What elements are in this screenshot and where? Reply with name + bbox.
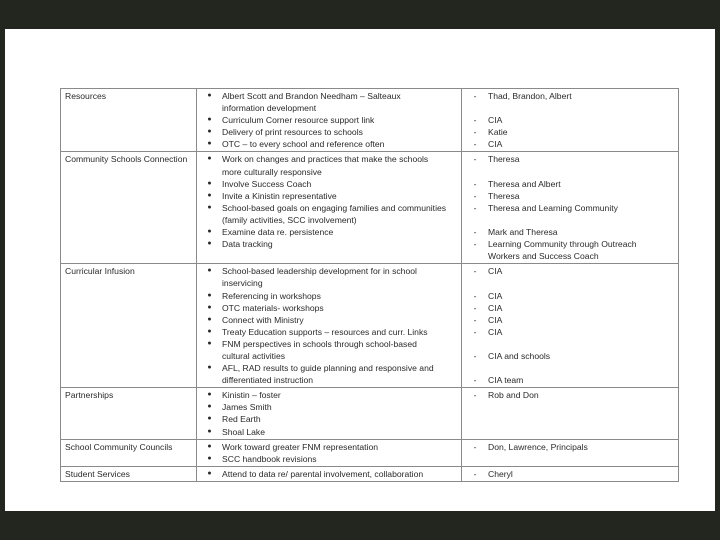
- action-item: [197, 338, 461, 350]
- table-row: [61, 264, 679, 388]
- focus-area-cell: [61, 439, 197, 466]
- actions-cell: [197, 466, 462, 481]
- bullet-icon: ●: [207, 364, 212, 372]
- lead-text: CIA: [488, 302, 503, 313]
- lead-text: Mark and Theresa: [488, 227, 558, 238]
- action-text: (family activities, SCC involvement): [222, 214, 357, 225]
- dash-icon: -: [473, 115, 477, 126]
- action-text: SCC handbook revisions: [222, 453, 317, 464]
- bullet-icon: ●: [207, 291, 212, 299]
- action-item: [197, 226, 461, 238]
- leads-cell: [462, 89, 679, 152]
- bullet-icon: ●: [207, 128, 212, 136]
- focus-area-label: Curricular Infusion: [65, 266, 135, 277]
- action-text: inservicing: [222, 278, 263, 289]
- bullet-icon: ●: [207, 155, 212, 163]
- leads-cell: [462, 264, 679, 388]
- action-text: differentiated instruction: [222, 375, 314, 386]
- focus-area-label: Resources: [65, 91, 107, 101]
- focus-area-cell: [61, 466, 197, 481]
- dash-icon: -: [473, 326, 477, 337]
- leads-cell: [462, 152, 679, 264]
- table-row: [61, 89, 679, 152]
- dash-icon: -: [473, 290, 477, 301]
- slide: [5, 29, 715, 511]
- dash-icon: -: [473, 139, 477, 150]
- bullet-icon: ●: [207, 303, 212, 311]
- bullet-icon: ●: [207, 315, 212, 323]
- action-text: OTC – to every school and reference often: [222, 139, 385, 150]
- dash-icon: -: [473, 266, 477, 277]
- lead-text: Theresa and Learning Community: [488, 202, 618, 213]
- action-item: [197, 114, 461, 126]
- action-text: Red Earth: [222, 414, 261, 425]
- focus-area-cell: [61, 264, 197, 388]
- action-item: [197, 138, 461, 150]
- bullet-icon: ●: [207, 469, 212, 477]
- lead-text: CIA: [488, 290, 503, 301]
- lead-item: [462, 226, 678, 238]
- lead-item: [462, 238, 678, 250]
- action-text: School-based leadership development for in school: [222, 266, 417, 277]
- action-text: AFL, RAD results to guide planning and responsive and: [222, 363, 434, 374]
- table-row: [61, 439, 679, 466]
- bullet-icon: ●: [207, 415, 212, 423]
- action-text: Referencing in workshops: [222, 290, 321, 301]
- action-item: [197, 102, 461, 114]
- actions-cell: [197, 152, 462, 264]
- bullet-icon: ●: [207, 403, 212, 411]
- action-text: Curriculum Corner resource support link: [222, 115, 375, 126]
- lead-item: [462, 138, 678, 150]
- bullet-icon: ●: [207, 391, 212, 399]
- action-item: [197, 350, 461, 362]
- bullet-icon: [197, 214, 222, 226]
- bullet-icon: [197, 102, 222, 114]
- focus-area-cell: [61, 89, 197, 152]
- action-item: [197, 238, 461, 250]
- lead-item: [462, 178, 678, 190]
- action-text: Treaty Education supports – resources and curr. Links: [222, 326, 428, 337]
- bullet-icon: ●: [207, 327, 212, 335]
- dash-icon: -: [473, 441, 477, 452]
- focus-area-label: Partnerships: [65, 390, 114, 401]
- lead-item: [462, 314, 678, 326]
- action-text: Delivery of print resources to schools: [222, 127, 363, 138]
- lead-item: [462, 290, 678, 302]
- dash-icon: -: [473, 390, 477, 401]
- bullet-icon: ●: [207, 228, 212, 236]
- action-item: [197, 166, 461, 178]
- actions-cell: [197, 439, 462, 466]
- lead-item: [462, 389, 678, 401]
- action-text: information development: [222, 103, 317, 114]
- lead-text: CIA: [488, 326, 503, 337]
- action-text: Data tracking: [222, 239, 273, 250]
- spacer: [462, 166, 678, 178]
- lead-item: [462, 114, 678, 126]
- table-body: [61, 89, 679, 482]
- action-item: [197, 277, 461, 289]
- lead-text: Rob and Don: [488, 390, 539, 401]
- action-text: Kinistin – foster: [222, 390, 281, 401]
- spacer: [462, 214, 678, 226]
- lead-item: [462, 153, 678, 165]
- lead-text: Theresa and Albert: [488, 178, 561, 189]
- bullet-icon: ●: [207, 92, 212, 99]
- action-item: [197, 389, 461, 401]
- lead-item: [462, 126, 678, 138]
- lead-text: CIA: [488, 266, 503, 277]
- dash-icon: [462, 250, 488, 262]
- lead-text: Theresa: [488, 154, 520, 165]
- focus-area-label: School Community Councils: [65, 441, 173, 452]
- action-item: [197, 453, 461, 465]
- lead-item: [462, 350, 678, 362]
- action-text: cultural activities: [222, 350, 286, 361]
- lead-item: [462, 468, 678, 480]
- action-item: [197, 401, 461, 413]
- dash-icon: -: [473, 154, 477, 165]
- action-text: Work toward greater FNM representation: [222, 441, 379, 452]
- action-item: [197, 90, 461, 102]
- action-text: School-based goals on engaging families and communities: [222, 202, 447, 213]
- action-item: [197, 441, 461, 453]
- spacer: [462, 102, 678, 114]
- dash-icon: -: [473, 127, 477, 138]
- action-item: [197, 126, 461, 138]
- bullet-icon: ●: [207, 179, 212, 187]
- action-text: Work on changes and practices that make the schools: [222, 154, 429, 165]
- dash-icon: -: [473, 314, 477, 325]
- action-item: [197, 413, 461, 425]
- dash-icon: -: [473, 239, 477, 250]
- focus-area-cell: [61, 152, 197, 264]
- lead-text: Learning Community through Outreach: [488, 239, 637, 250]
- dash-icon: -: [473, 302, 477, 313]
- bullet-icon: [197, 166, 222, 178]
- bullet-icon: ●: [207, 116, 212, 124]
- lead-text: Katie: [488, 127, 508, 138]
- dash-icon: -: [473, 91, 477, 101]
- action-text: Connect with Ministry: [222, 314, 304, 325]
- bullet-icon: ●: [207, 339, 212, 347]
- table-row: [61, 152, 679, 264]
- bullet-icon: ●: [207, 191, 212, 199]
- action-text: FNM perspectives in schools through school-based: [222, 338, 417, 349]
- action-text: Invite a Kinistin representative: [222, 190, 337, 201]
- spacer: [462, 277, 678, 289]
- action-text: OTC materials- workshops: [222, 302, 324, 313]
- lead-text: CIA team: [488, 375, 524, 386]
- actions-cell: [197, 264, 462, 388]
- lead-item: [462, 302, 678, 314]
- action-item: [197, 374, 461, 386]
- action-item: [197, 362, 461, 374]
- lead-text: CIA: [488, 139, 503, 150]
- bullet-icon: ●: [207, 267, 212, 275]
- bullet-icon: [197, 277, 222, 289]
- leads-cell: [462, 388, 679, 439]
- table-row: [61, 388, 679, 439]
- action-item: [197, 326, 461, 338]
- bullet-icon: ●: [207, 140, 212, 148]
- action-item: [197, 290, 461, 302]
- lead-item: [462, 326, 678, 338]
- dash-icon: -: [473, 202, 477, 213]
- bullet-icon: ●: [207, 442, 212, 450]
- focus-area-label: Student Services: [65, 468, 130, 479]
- action-item: [197, 178, 461, 190]
- action-text: Albert Scott and Brandon Needham – Salteaux: [222, 91, 401, 101]
- bullet-icon: ●: [207, 454, 212, 462]
- bullet-icon: ●: [207, 427, 212, 435]
- action-text: more culturally responsive: [222, 166, 322, 177]
- bullet-icon: ●: [207, 240, 212, 248]
- action-text: Attend to data re/ parental involvement, collaboration: [222, 468, 424, 479]
- bullet-icon: [197, 350, 222, 362]
- action-item: [197, 202, 461, 214]
- bullet-icon: ●: [207, 203, 212, 211]
- lead-text: CIA: [488, 115, 503, 126]
- actions-cell: [197, 89, 462, 152]
- lead-item: [462, 374, 678, 386]
- dash-icon: -: [473, 190, 477, 201]
- dash-icon: -: [473, 375, 477, 386]
- action-text: Shoal Lake: [222, 426, 266, 437]
- dash-icon: -: [473, 468, 477, 479]
- lead-item: [462, 202, 678, 214]
- actions-cell: [197, 388, 462, 439]
- bullet-icon: [197, 374, 222, 386]
- action-text: James Smith: [222, 402, 272, 413]
- dash-icon: -: [473, 350, 477, 361]
- action-text: Involve Success Coach: [222, 178, 312, 189]
- lead-text: Don, Lawrence, Principals: [488, 441, 588, 452]
- action-item: [197, 190, 461, 202]
- dash-icon: -: [473, 227, 477, 238]
- action-item: [197, 426, 461, 438]
- action-plan-table: [60, 88, 679, 482]
- action-item: [197, 302, 461, 314]
- action-item: [197, 265, 461, 277]
- lead-item: [462, 265, 678, 277]
- spacer: [462, 362, 678, 374]
- lead-item: [462, 250, 678, 262]
- leads-cell: [462, 466, 679, 481]
- lead-text: Thad, Brandon, Albert: [488, 91, 572, 101]
- action-item: [197, 468, 461, 480]
- lead-text: Cheryl: [488, 468, 513, 479]
- action-item: [197, 214, 461, 226]
- lead-text: Theresa: [488, 190, 520, 201]
- focus-area-label: Community Schools Connection: [65, 154, 188, 165]
- lead-item: [462, 441, 678, 453]
- lead-text: CIA and schools: [488, 350, 551, 361]
- dash-icon: -: [473, 178, 477, 189]
- action-item: [197, 153, 461, 165]
- action-text: Examine data re. persistence: [222, 227, 334, 238]
- focus-area-cell: [61, 388, 197, 439]
- table-row: [61, 466, 679, 481]
- spacer: [462, 338, 678, 350]
- lead-text: CIA: [488, 314, 503, 325]
- lead-text: Workers and Success Coach: [488, 251, 599, 262]
- action-item: [197, 314, 461, 326]
- lead-item: [462, 190, 678, 202]
- leads-cell: [462, 439, 679, 466]
- lead-item: [462, 90, 678, 102]
